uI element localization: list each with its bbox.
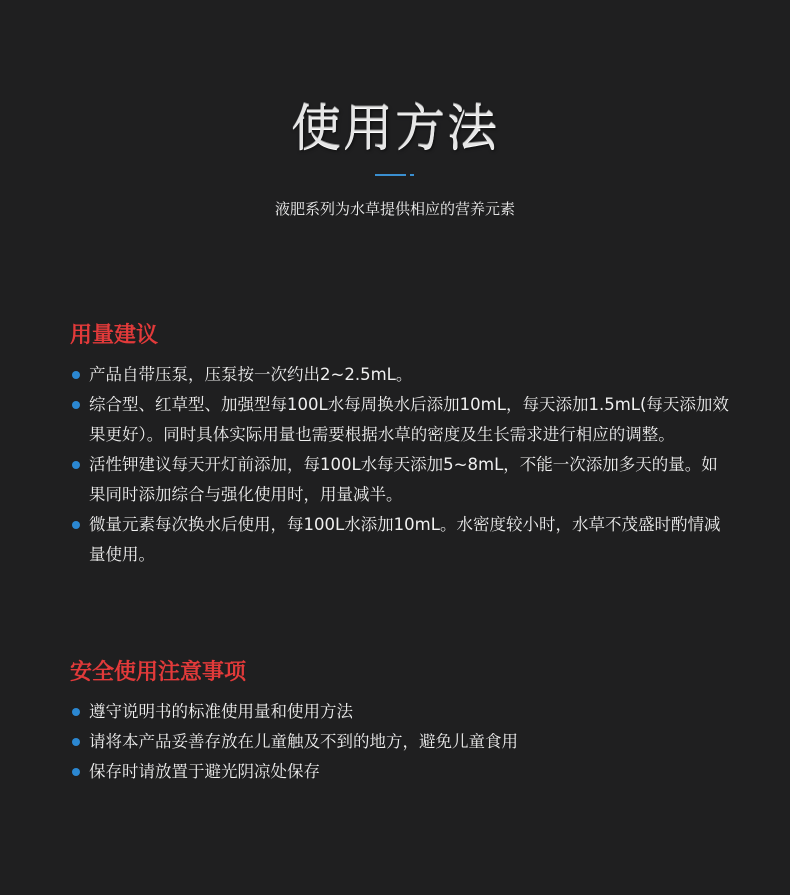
page-subtitle: 液肥系列为水草提供相应的营养元素 xyxy=(274,200,515,218)
list-item xyxy=(70,757,730,787)
list-item xyxy=(70,697,730,727)
safety-section-heading: 安全使用注意事项 xyxy=(70,660,247,685)
bullet-dot-icon xyxy=(72,521,80,529)
safety-list xyxy=(70,697,730,787)
list-item xyxy=(70,360,730,390)
bullet-dot-icon xyxy=(72,461,80,469)
list-item-text: 微量元素每次换水后使用，每100L水添加10mL。水密度较小时，水草不茂盛时酌情减量使用。 xyxy=(89,515,721,564)
list-item-text: 活性钾建议每天开灯前添加，每100L水每天添加5~8mL，不能一次添加多天的量。如果同时添加综合与强化使用时，用量减半。 xyxy=(89,455,718,504)
title-divider-long xyxy=(375,174,406,176)
list-item xyxy=(70,390,730,450)
bullet-dot-icon xyxy=(72,708,80,716)
list-item xyxy=(70,510,730,570)
list-item-text: 保存时请放置于避光阴凉处保存 xyxy=(89,762,320,781)
usage-list xyxy=(70,360,730,570)
bullet-dot-icon xyxy=(72,371,80,379)
bullet-dot-icon xyxy=(72,768,80,776)
list-item-text: 产品自带压泵，压泵按一次约出2~2.5mL。 xyxy=(89,365,413,384)
bullet-dot-icon xyxy=(72,738,80,746)
list-item xyxy=(70,727,730,757)
title-divider-short xyxy=(410,174,414,176)
list-item xyxy=(70,450,730,510)
usage-section-heading: 用量建议 xyxy=(70,323,159,348)
page-title: 使用方法 xyxy=(291,99,499,157)
title-divider xyxy=(375,174,415,176)
bullet-dot-icon xyxy=(72,401,80,409)
list-item-text: 请将本产品妥善存放在儿童触及不到的地方，避免儿童食用 xyxy=(89,732,518,751)
list-item-text: 遵守说明书的标准使用量和使用方法 xyxy=(89,702,353,721)
list-item-text: 综合型、红草型、加强型每100L水每周换水后添加10mL，每天添加1.5mL(每天添加效果更好）。同时具体实际用量也需要根据水草的密度及生长需求进行相应的调整。 xyxy=(89,395,729,444)
